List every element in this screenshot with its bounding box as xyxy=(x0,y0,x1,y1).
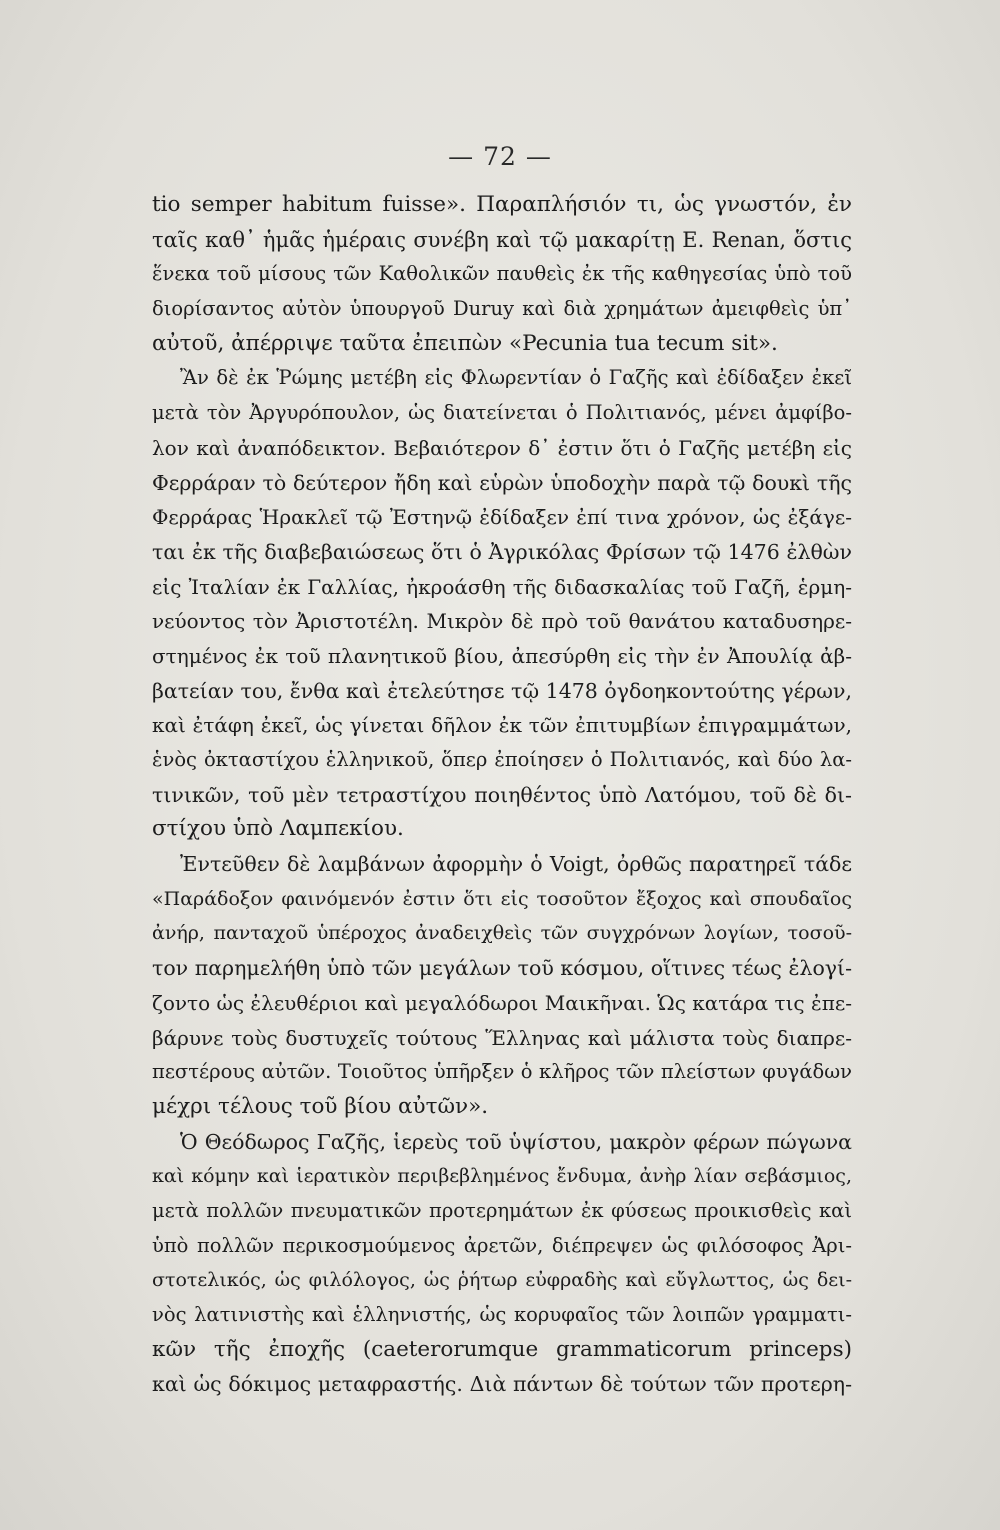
text-line: βατείαν του, ἔνθα καὶ ἐτελεύτησε τῷ 1478 ὀγδοηκοντούτης γέρων, xyxy=(152,678,852,703)
text-line: διορίσαντος αὐτὸν ὑπουργοῦ Duruy καὶ διὰ χρημάτων ἀμειφθεὶς ὑπ᾽ xyxy=(152,297,852,321)
text-line: κῶν τῆς ἐποχῆς (caeterorumque grammaticorum princeps) xyxy=(152,1336,852,1362)
text-line: νὸς λατινιστὴς καὶ ἑλληνιστής, ὡς κορυφαῖος τῶν λοιπῶν γραμματι- xyxy=(152,1303,852,1326)
body-text xyxy=(152,188,852,1402)
text-line: Φερράρας Ἡρακλεῖ τῷ Ἐστηνῷ ἐδίδαξεν ἐπί τινα χρόνον, ὡς ἐξάγε- xyxy=(152,505,852,530)
text-line: πεστέρους αὐτῶν. Τοιοῦτος ὑπῆρξεν ὁ κλῆρος τῶν πλείστων φυγάδων xyxy=(152,1060,852,1084)
text-line: ταῖς καθ᾽ ἡμᾶς ἡμέραις συνέβη καὶ τῷ μακαρίτῃ E. Renan, ὅστις xyxy=(152,227,852,252)
text-line: ὑπὸ πολλῶν περικοσμούμενος ἀρετῶν, διέπρεψεν ὡς φιλόσοφος Ἀρι- xyxy=(152,1233,852,1257)
text-line: καὶ κόμην καὶ ἱερατικὸν περιβεβλημένος ἔνδυμα, ἀνὴρ λίαν σεβάσμιος, xyxy=(152,1165,852,1188)
text-line: tio semper habitum fuisse». Παραπλήσιόν τι, ὡς γνωστόν, ἐν xyxy=(152,192,852,217)
text-line: Φερράραν τὸ δεύτερον ἤδη καὶ εὑρὼν ὑποδοχὴν παρὰ τῷ δουκὶ τῆς xyxy=(152,470,852,495)
text-line: Ὁ Θεόδωρος Γαζῆς, ἱερεὺς τοῦ ὑψίστου, μακρὸν φέρων πώγωνα xyxy=(180,1129,852,1154)
text-line: ται ἐκ τῆς διαβεβαιώσεως ὅτι ὁ Ἀγρικόλας Φρίσων τῷ 1476 ἐλθὼν xyxy=(152,539,852,564)
text-line: εἰς Ἰταλίαν ἐκ Γαλλίας, ἠκροάσθη τῆς διδασκαλίας τοῦ Γαζῆ, ἑρμη- xyxy=(152,574,852,599)
text-line: στημένος ἐκ τοῦ πλανητικοῦ βίου, ἀπεσύρθη εἰς τὴν ἐν Ἀπουλίᾳ ἀβ- xyxy=(152,643,852,668)
text-line: στίχου ὑπὸ Λαμπεκίου. xyxy=(152,816,404,842)
text-line: Ἐντεῦθεν δὲ λαμβάνων ἀφορμὴν ὁ Voigt, ὀρθῶς παρατηρεῖ τάδε xyxy=(180,852,852,877)
text-line: ἀνήρ, πανταχοῦ ὑπέροχος ἀναδειχθεὶς τῶν συγχρόνων λογίων, τοσοῦ- xyxy=(152,922,852,945)
text-line: τον παρημελήθη ὑπὸ τῶν μεγάλων τοῦ κόσμου, οἵτινες τέως ἐλογί- xyxy=(152,956,852,981)
text-line: βάρυνε τοὺς δυστυχεῖς τούτους Ἕλληνας καὶ μάλιστα τοὺς διαπρε- xyxy=(152,1025,852,1050)
text-line: στοτελικός, ὡς φιλόλογος, ὡς ῥήτωρ εὐφραδὴς καὶ εὔγλωττος, ὡς δει- xyxy=(152,1269,852,1292)
text-line: ἑνὸς ὀκταστίχου ἑλληνικοῦ, ὅπερ ἐποίησεν ὁ Πολιτιανός, καὶ δύο λα- xyxy=(152,748,852,771)
text-line: λον καὶ ἀναπόδεικτον. Βεβαιότερον δ᾽ ἐστιν ὅτι ὁ Γαζῆς μετέβη εἰς xyxy=(152,435,852,460)
text-line: Ἂν δὲ ἐκ Ῥώμης μετέβη εἰς Φλωρεντίαν ὁ Γαζῆς καὶ ἐδίδαξεν ἐκεῖ xyxy=(180,366,852,390)
text-line: μετὰ τὸν Ἀργυρόπουλον, ὡς διατείνεται ὁ Πολιτιανός, μένει ἀμφίβο- xyxy=(152,401,852,425)
text-line: καὶ ὡς δόκιμος μεταφραστής. Διὰ πάντων δὲ τούτων τῶν προτερη- xyxy=(152,1372,852,1397)
text-line: μετὰ πολλῶν πνευματικῶν προτερημάτων ἐκ φύσεως προικισθεὶς καὶ xyxy=(152,1198,852,1222)
text-line: «Παράδοξον φαινόμενόν ἐστιν ὅτι εἰς τοσοῦτον ἔξοχος καὶ σπουδαῖος xyxy=(152,887,852,910)
text-line: ἕνεκα τοῦ μίσους τῶν Καθολικῶν παυθεὶς ἐκ τῆς καθηγεσίας ὑπὸ τοῦ xyxy=(152,262,852,286)
text-line: νεύοντος τὸν Ἀριστοτέλη. Μικρὸν δὲ πρὸ τοῦ θανάτου καταδυσηρε- xyxy=(152,609,852,634)
text-line: μέχρι τέλους τοῦ βίου αὐτῶν». xyxy=(152,1093,489,1119)
text-line: τινικῶν, τοῦ μὲν τετραστίχου ποιηθέντος ὑπὸ Λατόμου, τοῦ δὲ δι- xyxy=(152,782,852,807)
text-line: ζοντο ὡς ἐλευθέριοι καὶ μεγαλόδωροι Μαικῆναι. Ὡς κατάρα τις ἐπε- xyxy=(152,990,852,1015)
text-line: αὐτοῦ, ἀπέρριψε ταῦτα ἐπειπὼν «Pecunia tua tecum sit». xyxy=(152,330,778,356)
page-number: — 72 — xyxy=(448,142,552,171)
text-line: καὶ ἐτάφη ἐκεῖ, ὡς γίνεται δῆλον ἐκ τῶν ἐπιτυμβίων ἐπιγραμμάτων, xyxy=(152,713,852,738)
